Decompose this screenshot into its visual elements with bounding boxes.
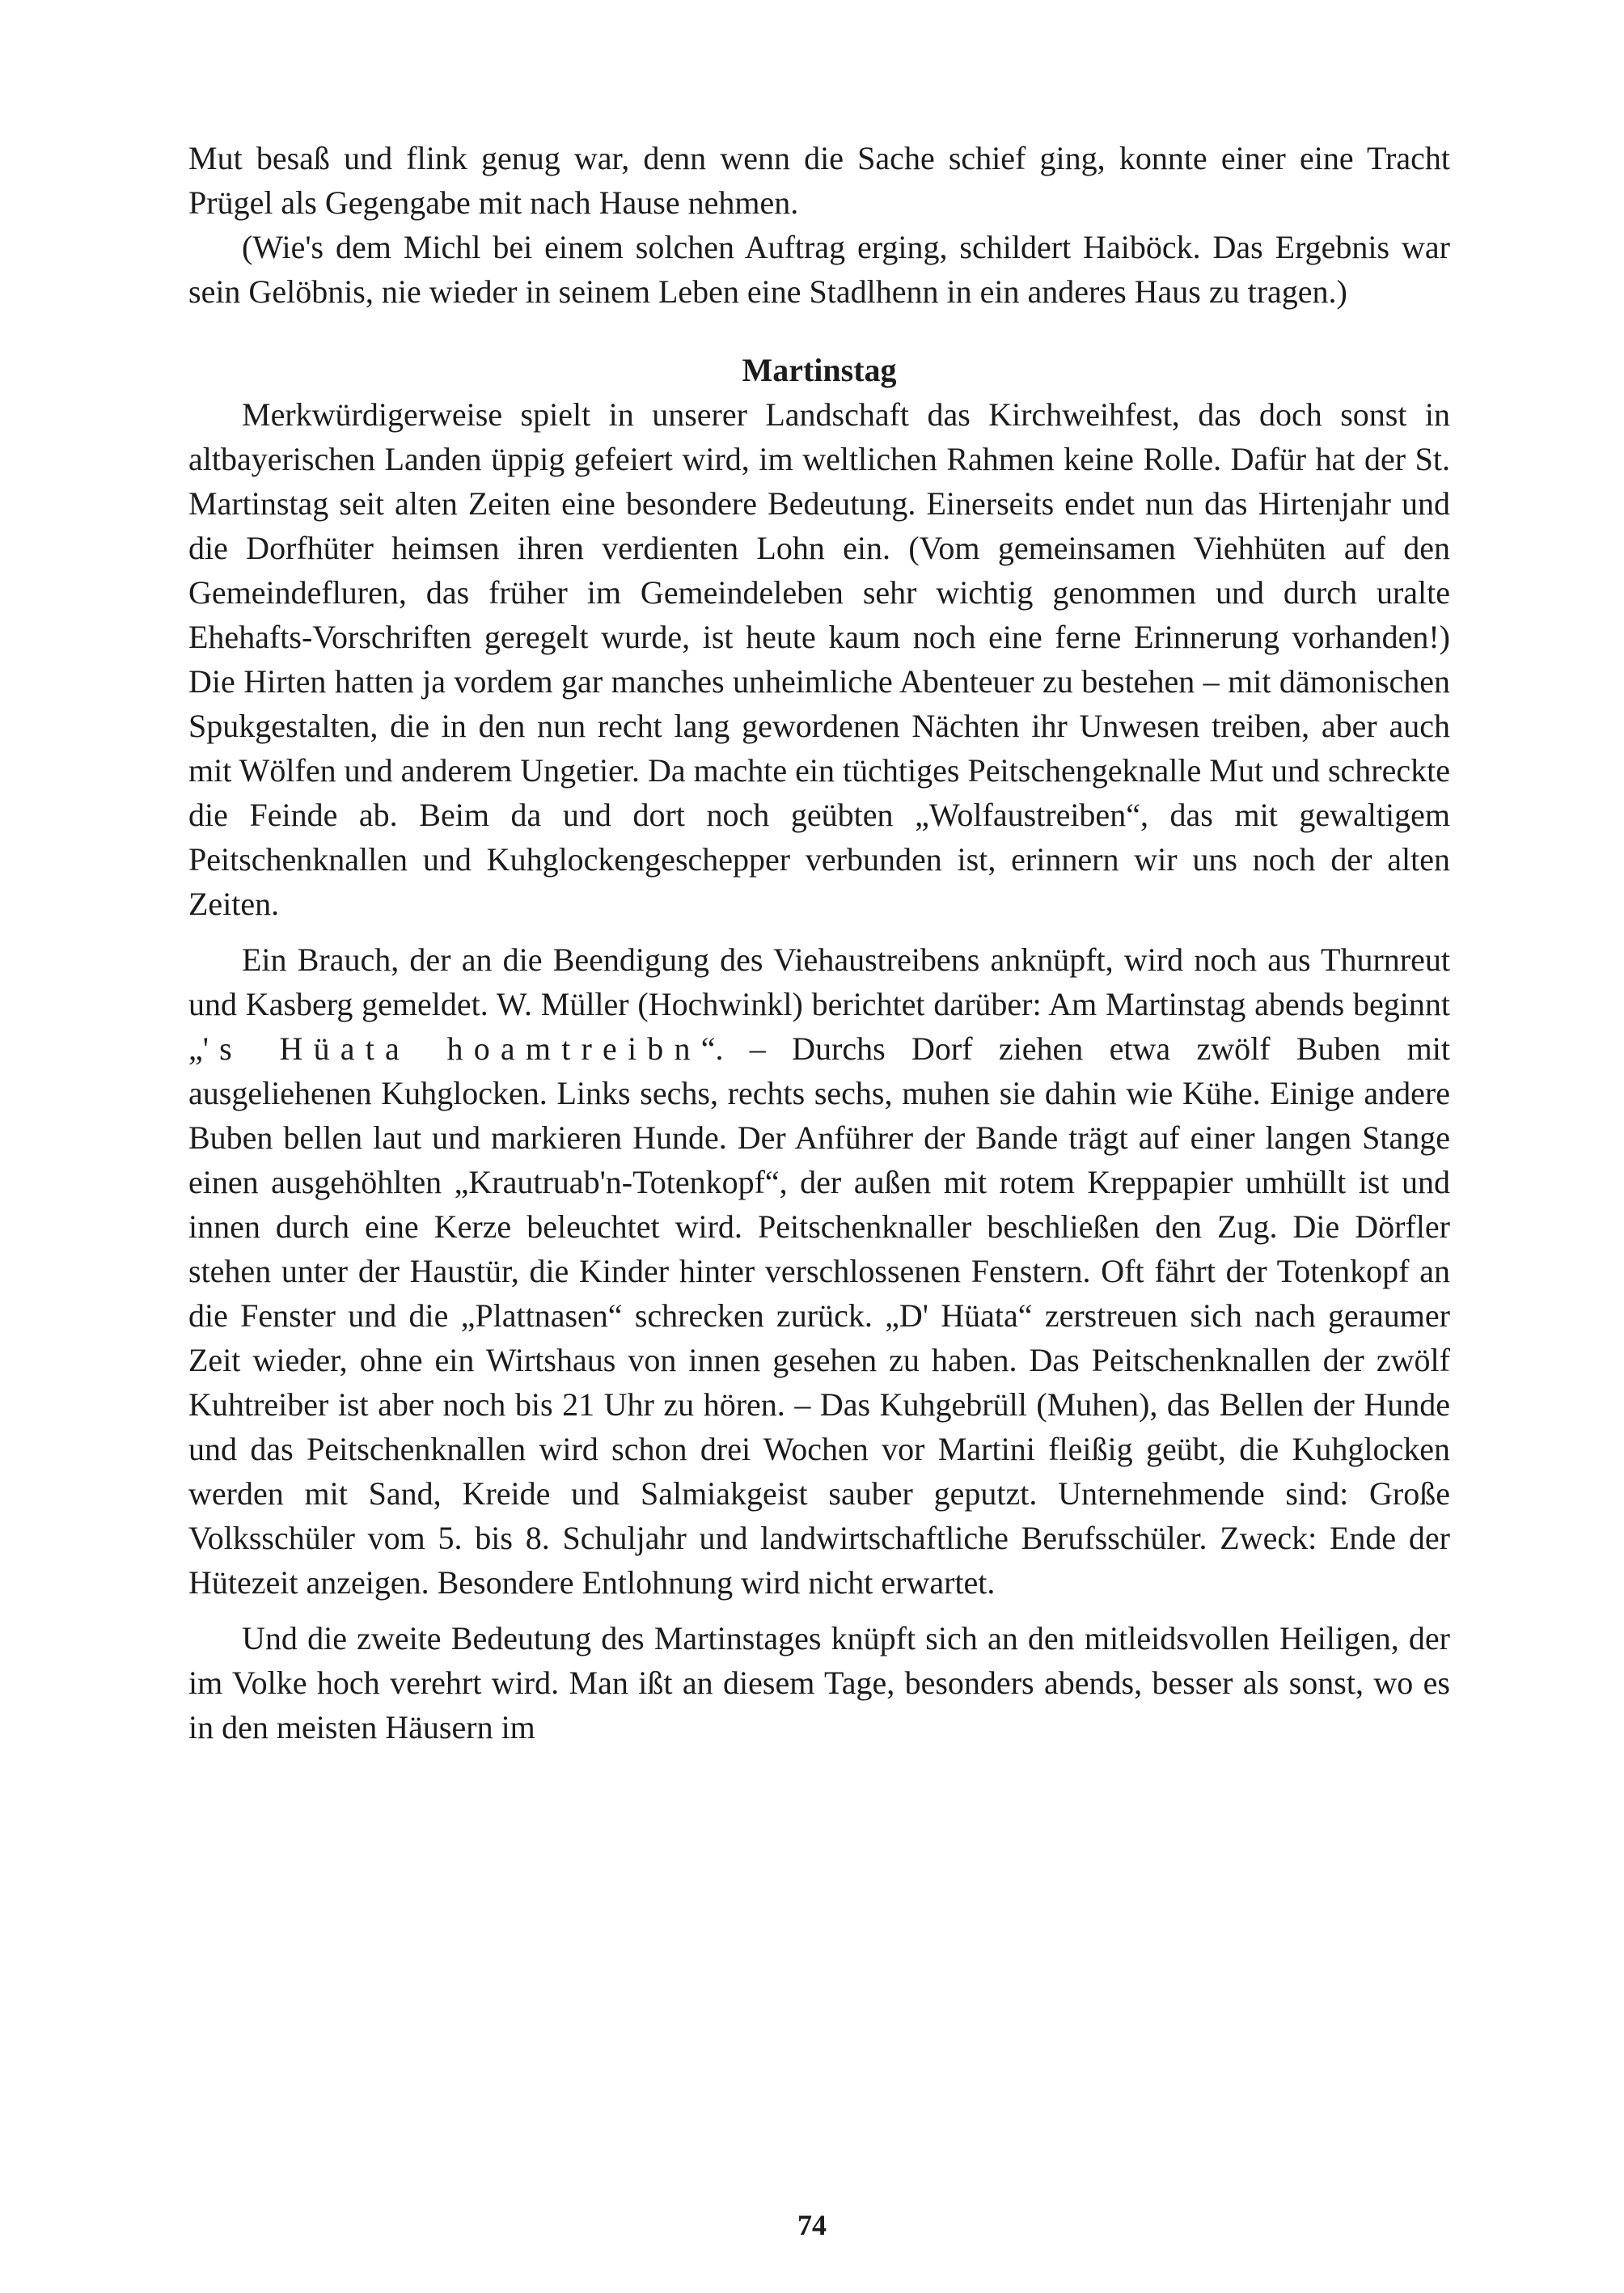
paragraph-3: Merkwürdigerweise spielt in unserer Landschaft das Kirchweihfest, das doch sonst in altbayerischen Landen üppig gefeiert wird, im weltlichen Rahmen keine Rolle. Dafür hat der St. Martinstag seit alten Zeiten eine besondere Bedeutung. Einerseits endet nun das Hirtenjahr und die Dorfhüter heimsen ihren verdienten Lohn ein. (Vom gemeinsamen Viehhüten auf den Gemeindefluren, das früher im Gemeindeleben sehr wichtig genommen und durch uralte Ehehafts-Vorschriften geregelt wurde, ist heute kaum noch eine ferne Erinnerung vorhanden!) Die Hirten hatten ja vordem gar manches unheimliche Abenteuer zu bestehen – mit dämonischen Spukgestalten, die in den nun recht lang gewordenen Nächten ihr Unwesen treiben, aber auch mit Wölfen und anderem Ungetier. Da machte ein tüchtiges Peitschengeknalle Mut und schreckte die Feinde ab. Beim da und dort noch geübten „Wolfaustreiben“, das mit gewaltigem Peitschenknallen und Kuhglockengeschepper verbunden ist, erinnern wir uns noch der alten Zeiten.	[188, 396, 1450, 922]
page-number: 74	[797, 2209, 827, 2241]
paragraph-4-after: “. – Durchs Dorf ziehen etwa zwölf Buben mit ausgeliehenen Kuhglocken. Links sechs, rechts sechs, muhen sie dahin wie Kühe. Einige andere Buben bellen laut und markieren Hunde. Der Anführer der Bande trägt auf einer langen Stange einen ausgehöhlten „Krautruab'n-Totenkopf“, der außen mit rotem Kreppapier umhüllt ist und innen durch eine Kerze beleuchtet wird. Peitschenknaller beschließen den Zug. Die Dörfler stehen unter der Haustür, die Kinder hinter verschlossenen Fenstern. Oft fährt der Totenkopf an die Fenster und die „Plattnasen“ schrecken zurück. „D' Hüata“ zerstreuen sich nach geraumer Zeit wieder, ohne ein Wirtshaus von innen gesehen zu haben. Das Peitschenknallen der zwölf Kuhtreiber ist aber noch bis 21 Uhr zu hören. – Das Kuhgebrüll (Muhen), das Bellen der Hunde und das Peitschenknallen wird schon drei Wochen vor Martini fleißig geübt, die Kuhglocken werden mit Sand, Kreide und Salmiakgeist sauber geputzt. Unternehmende sind: Große Volksschüler vom 5. bis 8. Schuljahr und landwirtschaftliche Berufsschüler. Zweck: Ende der Hütezeit anzeigen. Besondere Entlohnung wird nicht erwartet.	[188, 1030, 1450, 1601]
paragraph-4	[188, 937, 1450, 1605]
section-heading: Martinstag	[742, 352, 897, 388]
paragraph-4-before: Ein Brauch, der an die Beendigung des Viehaustreibens anknüpft, wird noch aus Thurnreut und Kasberg gemeldet. W. Müller (Hochwinkl) berichtet darüber: Am Martinstag abends beginnt „	[188, 941, 1450, 1067]
paragraph-5: Und die zweite Bedeutung des Martinstages knüpft sich an den mitleidsvollen Heiligen, der im Volke hoch verehrt wird. Man ißt an diesem Tage, besonders abends, besser als sonst, wo es in den meisten Häusern im	[188, 1620, 1450, 1745]
page-body	[188, 136, 1450, 1749]
paragraph-2: (Wie's dem Michl bei einem solchen Auftrag erging, schildert Haiböck. Das Ergebnis war sein Gelöbnis, nie wieder in seinem Leben eine Stadlhenn in ein anderes Haus zu tragen.)	[188, 229, 1450, 310]
paragraph-1: Mut besaß und flink genug war, denn wenn die Sache schief ging, konnte einer eine Tracht Prügel als Gegengabe mit nach Hause nehmen.	[188, 140, 1450, 221]
dialect-quote: 's Hüata hoamtreibn	[202, 1030, 701, 1067]
